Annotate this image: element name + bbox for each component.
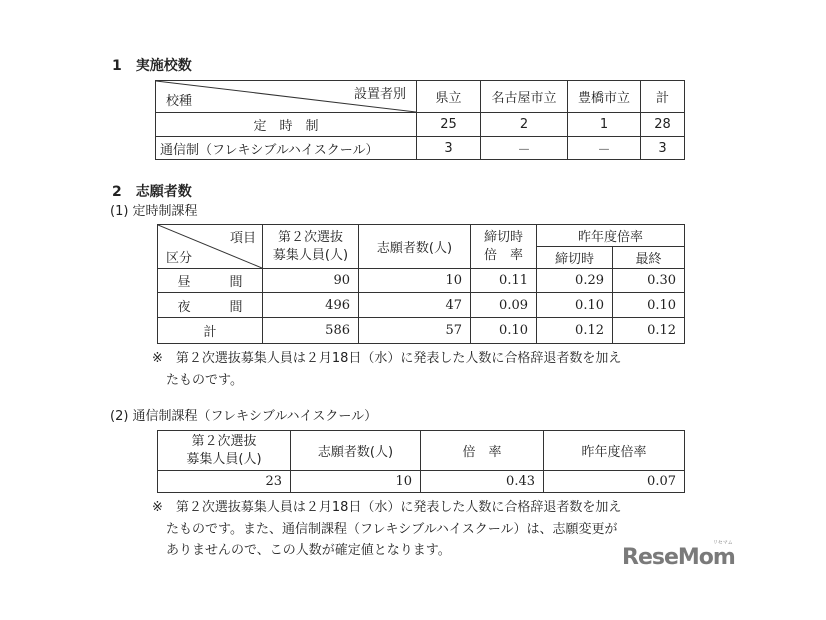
row-label: 夜 間 (158, 293, 263, 318)
col-header: 県立 (417, 81, 481, 113)
cell: 0.09 (471, 293, 537, 318)
cell: 3 (417, 137, 481, 160)
table-row (156, 137, 685, 160)
note-line: ※ 第２次選抜募集人員は２月18日（水）に発表した人数に合格辞退者数を加え (152, 351, 622, 366)
header-applicants: 志願者数(人) (359, 225, 471, 269)
note-line: ありませんので、この人数が確定値となります。 (166, 543, 451, 558)
logo-text: ReseMom (622, 545, 735, 570)
row-label: 定 時 制 (156, 113, 417, 137)
cell: 0.30 (613, 269, 685, 293)
header-diagonal-cell (158, 225, 263, 269)
cell: 0.29 (537, 269, 613, 293)
cell: 0.10 (537, 293, 613, 318)
header-prev-deadline: 締切時 (537, 247, 613, 269)
cell: 0.07 (544, 471, 685, 493)
note-line: ※ 第２次選抜募集人員は２月18日（水）に発表した人数に合格辞退者数を加え (152, 500, 622, 515)
header-applicants: 志願者数(人) (291, 431, 421, 471)
note-line: たものです。 (166, 373, 243, 388)
cell: 0.43 (421, 471, 544, 493)
cell: 0.12 (613, 318, 685, 344)
header-text: 締切時 (483, 229, 523, 245)
header-school-type: 校種 (166, 94, 193, 109)
correspondence-table (157, 430, 685, 493)
table-row (158, 318, 685, 344)
header-prev-ratio: 昨年度倍率 (537, 225, 685, 247)
header-prev-ratio: 昨年度倍率 (544, 431, 685, 471)
header-ratio: 倍 率 (421, 431, 544, 471)
cell: 23 (158, 471, 291, 493)
cell: 3 (641, 137, 685, 160)
subsection2-heading: (2) 通信制課程（フレキシブルハイスクール） (110, 409, 378, 424)
school-count-table (155, 80, 685, 160)
header-recruit (158, 431, 291, 471)
row-label: 昼 間 (158, 269, 263, 293)
header-item: 項目 (229, 231, 256, 246)
subsection1-heading: (1) 定時制課程 (110, 204, 198, 219)
resemom-logo (622, 540, 735, 570)
cell: 28 (641, 113, 685, 137)
table-row (158, 269, 685, 293)
cell: 1 (568, 113, 641, 137)
cell: 25 (417, 113, 481, 137)
header-text: 倍 率 (483, 247, 523, 263)
cell: 90 (263, 269, 359, 293)
header-category: 区分 (166, 251, 193, 266)
header-recruit (263, 225, 359, 269)
cell: 0.10 (471, 318, 537, 344)
col-header: 計 (641, 81, 685, 113)
logo-ruby: リセマム (712, 540, 733, 546)
cell: 10 (359, 269, 471, 293)
cell: － (568, 137, 641, 160)
col-header: 名古屋市立 (481, 81, 568, 113)
row-label: 計 (158, 318, 263, 344)
cell: 496 (263, 293, 359, 318)
col-header: 豊橋市立 (568, 81, 641, 113)
note-line: たものです。また、通信制課程（フレキシブルハイスクール）は、志願変更が (166, 522, 618, 537)
cell: 47 (359, 293, 471, 318)
section2-heading: 2 志願者数 (112, 184, 192, 200)
header-founder: 設置者別 (353, 87, 406, 102)
header-prev-final: 最終 (613, 247, 685, 269)
cell: － (481, 137, 568, 160)
header-text: 第２次選抜 (191, 433, 257, 449)
cell: 0.12 (537, 318, 613, 344)
section1-heading: 1 実施校数 (112, 58, 192, 74)
header-ratio (471, 225, 537, 269)
header-text: 第２次選抜 (277, 229, 343, 245)
cell: 10 (291, 471, 421, 493)
cell: 2 (481, 113, 568, 137)
table-row (158, 293, 685, 318)
cell: 0.11 (471, 269, 537, 293)
cell: 586 (263, 318, 359, 344)
header-diagonal-cell (156, 81, 417, 113)
cell: 57 (359, 318, 471, 344)
table-row (158, 471, 685, 493)
header-text: 募集人員(人) (186, 451, 262, 467)
row-label: 通信制（フレキシブルハイスクール） (156, 137, 417, 160)
cell: 0.10 (613, 293, 685, 318)
part-time-table (157, 224, 685, 344)
header-text: 募集人員(人) (272, 247, 349, 263)
table-row (156, 113, 685, 137)
